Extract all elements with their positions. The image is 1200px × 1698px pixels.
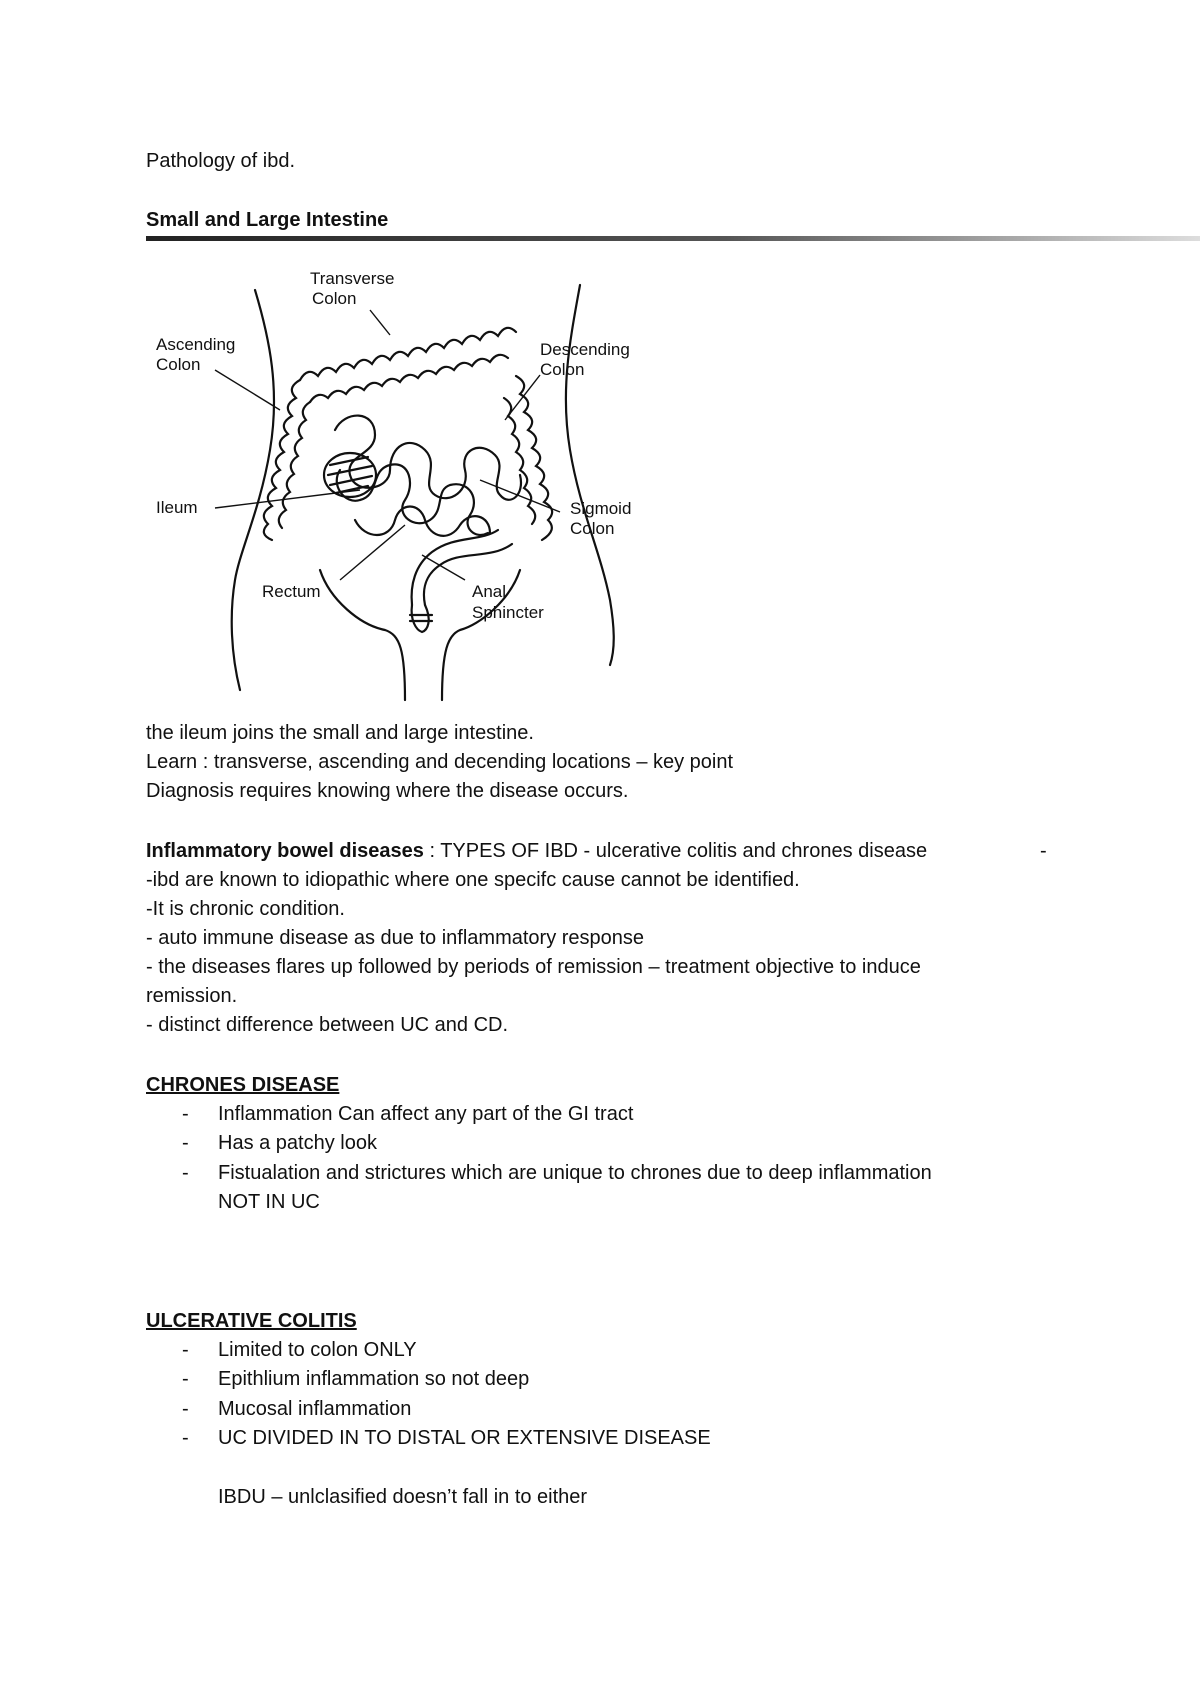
ibdu-note: IBDU – unlclasified doesn’t fall in to either	[218, 1486, 588, 1508]
ibd-point: - the diseases flares up followed by periods of remission – treatment objective to induce	[146, 956, 921, 978]
label-transverse-2: Colon	[312, 289, 357, 308]
label-transverse-1: Transverse	[310, 269, 395, 288]
intestine-diagram	[156, 269, 720, 700]
crohns-item: Fistualation and strictures which are unique to chrones due to deep inflammation	[218, 1162, 932, 1184]
ibd-point: - distinct difference between UC and CD.	[146, 1014, 509, 1036]
label-descending-2: Colon	[540, 360, 585, 379]
page-title: Pathology of ibd.	[146, 150, 295, 172]
note-line-2: Learn : transverse, ascending and decending locations – key point	[146, 751, 734, 773]
note-line-1: the ileum joins the small and large intestine.	[146, 722, 534, 744]
pelvis-left	[320, 570, 405, 700]
body-outline-left	[232, 290, 274, 690]
uc-item: Mucosal inflammation	[218, 1398, 412, 1420]
crohns-item: NOT IN UC	[218, 1191, 320, 1213]
ibd-point: -ibd are known to idiopathic where one specifc cause cannot be identified.	[146, 869, 800, 891]
ibd-heading-line	[146, 838, 927, 864]
bullet-dash: -	[182, 1162, 189, 1184]
bullet-dash: -	[182, 1132, 189, 1154]
label-sigmoid-2: Colon	[570, 519, 615, 538]
uc-item: Epithlium inflammation so not deep	[218, 1368, 530, 1390]
heading-rule	[146, 236, 1200, 241]
label-ileum: Ileum	[156, 498, 198, 517]
bullet-dash: -	[182, 1103, 189, 1125]
crohns-item: Has a patchy look	[218, 1132, 377, 1154]
label-anal-1: Anal	[472, 582, 507, 601]
rectum-shape	[412, 605, 429, 632]
label-descending-1: Descending	[540, 340, 630, 359]
label-anal-2: Sphincter	[472, 603, 544, 622]
uc-item: Limited to colon ONLY	[218, 1339, 417, 1361]
bullet-dash: -	[182, 1339, 189, 1361]
section-heading: Small and Large Intestine	[146, 209, 389, 231]
crohns-item: Inflammation Can affect any part of the GI tract	[218, 1103, 634, 1125]
crohns-heading: CHRONES DISEASE	[146, 1074, 340, 1096]
transverse-colon-shape	[300, 328, 516, 380]
bullet-dash: -	[182, 1398, 189, 1420]
ibd-trailing-dash: -	[1040, 840, 1047, 862]
ibd-heading: Inflammatory bowel diseases	[146, 840, 424, 862]
label-ascending-1: Ascending	[156, 335, 236, 354]
ibd-point: - auto immune disease as due to inflammatory response	[146, 927, 645, 949]
label-ascending-2: Colon	[156, 355, 201, 374]
ibd-heading-rest: : TYPES OF IBD - ulcerative colitis and chrones disease	[423, 840, 928, 862]
uc-heading: ULCERATIVE COLITIS	[146, 1310, 357, 1332]
ibd-point: -It is chronic condition.	[146, 898, 345, 920]
bullet-dash: -	[182, 1368, 189, 1390]
label-sigmoid-1: Sigmoid	[570, 499, 632, 518]
label-rectum: Rectum	[262, 582, 321, 601]
note-line-3: Diagnosis requires knowing where the disease occurs.	[146, 780, 629, 802]
ibd-point: remission.	[146, 985, 238, 1007]
uc-item: UC DIVIDED IN TO DISTAL OR EXTENSIVE DISEASE	[218, 1427, 711, 1449]
bullet-dash: -	[182, 1427, 189, 1449]
